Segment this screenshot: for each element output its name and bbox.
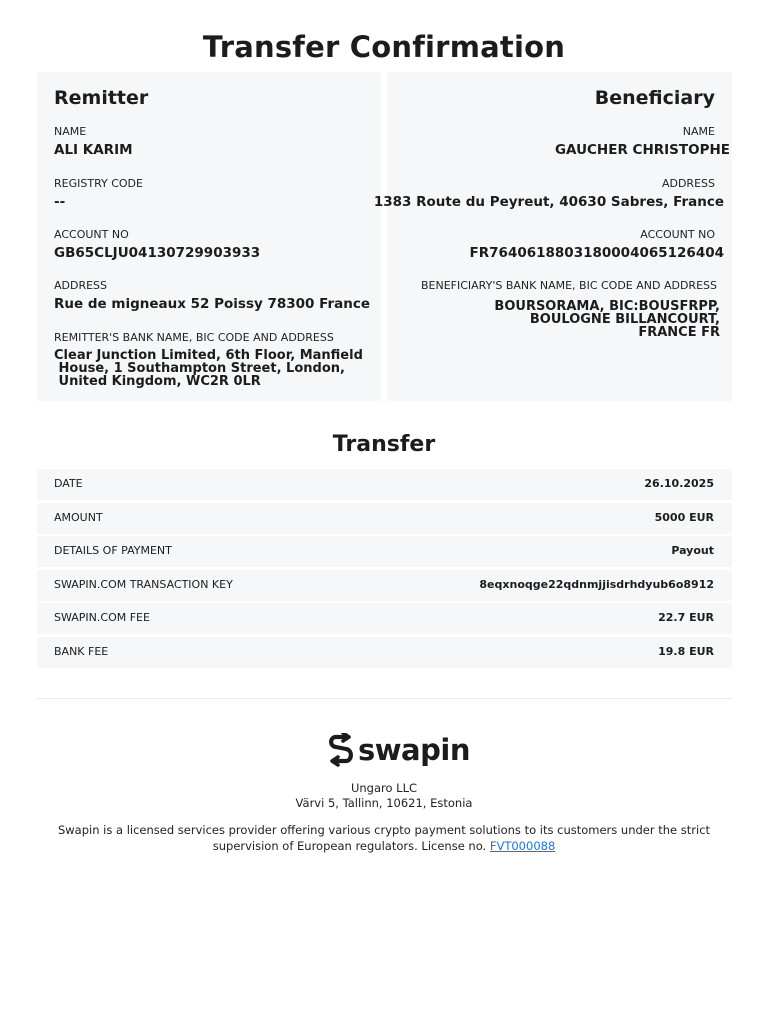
remitter-name-value: ALI KARIM: [54, 142, 133, 158]
row-label: DETAILS OF PAYMENT: [54, 544, 172, 557]
footer-divider: [37, 698, 732, 699]
company-address: Värvi 5, Tallinn, 10621, Estonia: [295, 796, 473, 810]
transfer-details-table: [37, 469, 732, 670]
row-value: 26.10.2025: [644, 477, 714, 490]
license-disclaimer: [30, 822, 738, 854]
remitter-bank-value: Clear Junction Limited, 6th Floor, Manfield House, 1 Southampton Street, London, United Kingdom, WC2R 0LR: [54, 348, 363, 389]
row-label: SWAPIN.COM FEE: [54, 611, 150, 624]
row-label: BANK FEE: [54, 644, 109, 658]
beneficiary-panel: [373, 72, 732, 401]
company-name: Ungaro LLC: [350, 781, 418, 795]
row-value: 22.7 EUR: [658, 611, 714, 624]
remitter-address-label: ADDRESS: [54, 279, 108, 292]
page-title: Transfer Confirmation: [202, 30, 566, 64]
beneficiary-address-value: 1383 Route du Peyreut, 40630 Sabres, France: [373, 194, 724, 210]
row-value: 19.8 EUR: [658, 644, 714, 658]
table-row: [37, 503, 732, 534]
row-value: Payout: [671, 544, 714, 557]
beneficiary-account-value: FR7640618803180004065126404: [469, 245, 724, 261]
row-label: SWAPIN.COM TRANSACTION KEY: [54, 577, 233, 591]
remitter-heading: Remitter: [54, 87, 149, 109]
logo-text: swapin: [358, 732, 470, 767]
row-value: 8eqxnoqge22qdnmjjisdrhdyub6o8912: [479, 577, 714, 591]
remitter-account-value: GB65CLJU04130729903933: [54, 245, 261, 261]
remitter-registry-label: REGISTRY CODE: [54, 177, 143, 190]
table-row: [37, 603, 732, 634]
remitter-account-label: ACCOUNT NO: [54, 228, 129, 241]
table-row: [37, 637, 732, 668]
beneficiary-bank-label: BENEFICIARY'S BANK NAME, BIC CODE AND ADDRESS: [420, 279, 717, 292]
row-label: DATE: [54, 477, 83, 490]
beneficiary-name-field: [554, 125, 730, 158]
beneficiary-name-value: GAUCHER CHRISTOPHE: [554, 142, 730, 158]
table-row: [37, 469, 732, 500]
license-link[interactable]: FVT000088: [489, 839, 556, 853]
beneficiary-bank-value: BOURSORAMA, BIC:BOUSFRPP, BOULOGNE BILLANCOURT, FRANCE FR: [494, 299, 720, 340]
beneficiary-name-label: NAME: [682, 125, 715, 138]
beneficiary-heading: Beneficiary: [594, 87, 715, 109]
beneficiary-account-label: ACCOUNT NO: [640, 228, 715, 241]
remitter-account-field: [54, 228, 260, 260]
remitter-address-value: Rue de migneaux 52 Poissy 78300 France: [54, 296, 371, 312]
row-value: 5000 EUR: [654, 510, 714, 524]
remitter-name-label: NAME: [54, 125, 87, 138]
beneficiary-address-label: ADDRESS: [661, 177, 715, 190]
beneficiary-account-field: [469, 228, 724, 261]
transfer-heading: Transfer: [332, 432, 436, 457]
remitter-address-field: [54, 279, 370, 311]
remitter-registry-value: --: [54, 194, 66, 210]
swapin-logo: [326, 732, 470, 770]
swapin-s-arrows-icon: [326, 733, 356, 769]
disclaimer-text: Swapin is a licensed services provider offering various crypto payment solutions to its customers under the strict supervision of European regulators. License no.: [57, 823, 711, 853]
remitter-bank-label: REMITTER'S BANK NAME, BIC CODE AND ADDRESS: [54, 331, 334, 344]
row-label: AMOUNT: [54, 510, 103, 524]
remitter-name-field: [54, 125, 133, 157]
beneficiary-address-field: [373, 177, 724, 210]
remitter-registry-field: [54, 177, 143, 209]
remitter-bank-field: [54, 331, 363, 388]
beneficiary-bank-field: [420, 279, 720, 340]
table-row: [37, 570, 732, 601]
remitter-panel: [37, 72, 381, 401]
table-row: [37, 536, 732, 567]
